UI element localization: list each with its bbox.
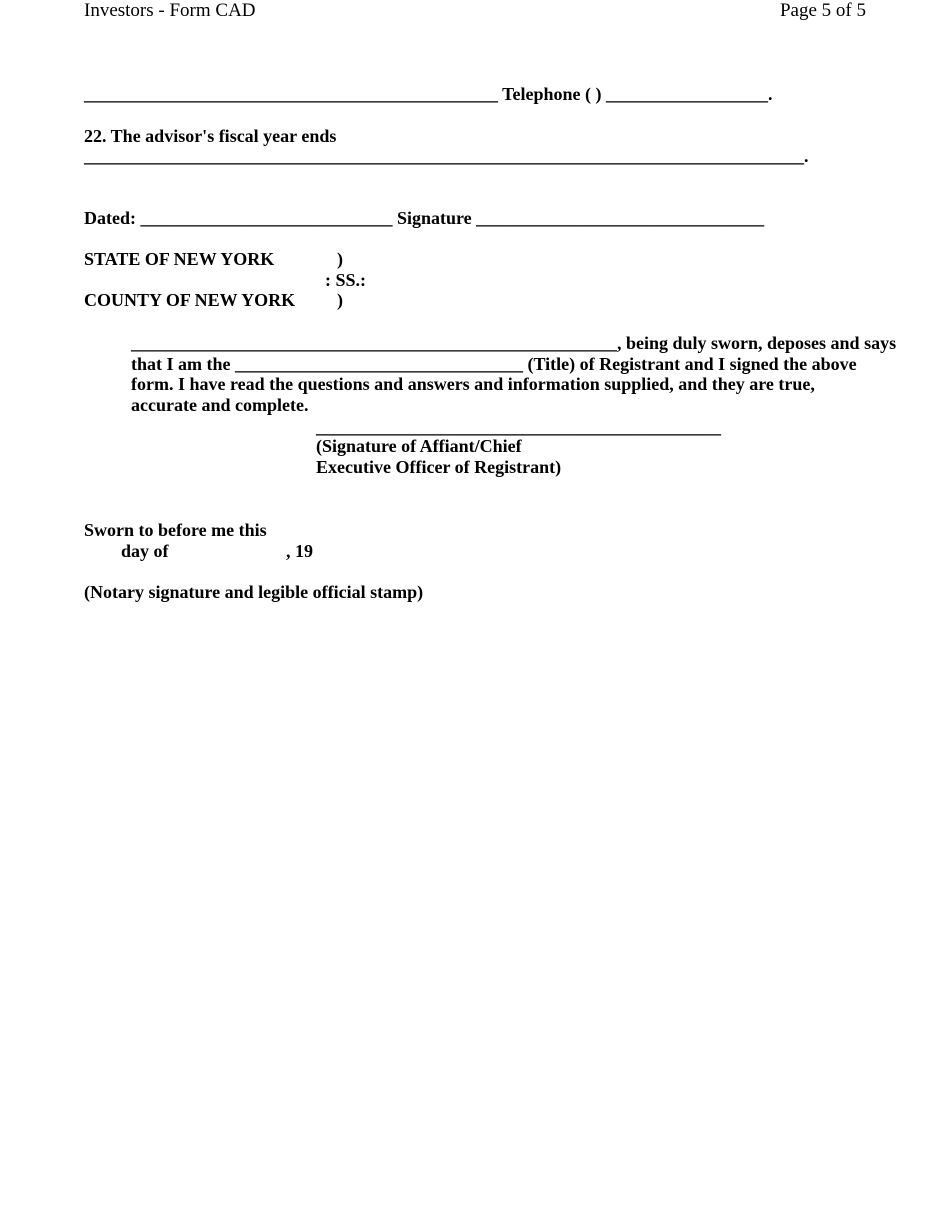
oath-line-2: that I am the ________________________________ (Title) of Registrant and I signed the above xyxy=(131,353,857,374)
venue-county-paren: ) xyxy=(337,290,343,310)
venue-ss: : SS.: xyxy=(325,270,367,290)
affiant-caption-2: Executive Officer of Registrant) xyxy=(316,457,562,477)
venue-county: COUNTY OF NEW YORK xyxy=(84,290,296,310)
header-form-title: Investors - Form CAD xyxy=(84,0,256,21)
item-22-blank: ________________________________________________________________________________. xyxy=(84,146,809,166)
sworn-before-me: Sworn to before me this xyxy=(84,520,267,540)
oath-line-3: form. I have read the questions and answers and information supplied, and they are true, xyxy=(131,374,815,395)
oath-line-4: accurate and complete. xyxy=(131,395,309,416)
notary-stamp-caption: (Notary signature and legible official stamp) xyxy=(84,582,424,602)
sworn-year: , 19 xyxy=(286,541,313,561)
venue-state-paren: ) xyxy=(337,249,343,269)
dated-signature-line: Dated: ____________________________ Signature ________________________________ xyxy=(84,208,765,228)
affiant-caption-1: (Signature of Affiant/Chief xyxy=(316,436,522,456)
affiant-signature-line: _____________________________________________ xyxy=(316,417,721,437)
telephone-line: ______________________________________________ Telephone ( ) __________________. xyxy=(84,84,773,104)
oath-line-1: ______________________________________________________, being duly sworn, deposes and says xyxy=(131,333,897,353)
header-page-number: Page 5 of 5 xyxy=(779,0,866,21)
venue-state: STATE OF NEW YORK xyxy=(84,249,275,269)
item-22-label: 22. The advisor's fiscal year ends xyxy=(84,126,337,146)
oath-paragraph xyxy=(131,333,897,416)
sworn-day-of: day of xyxy=(121,541,169,561)
